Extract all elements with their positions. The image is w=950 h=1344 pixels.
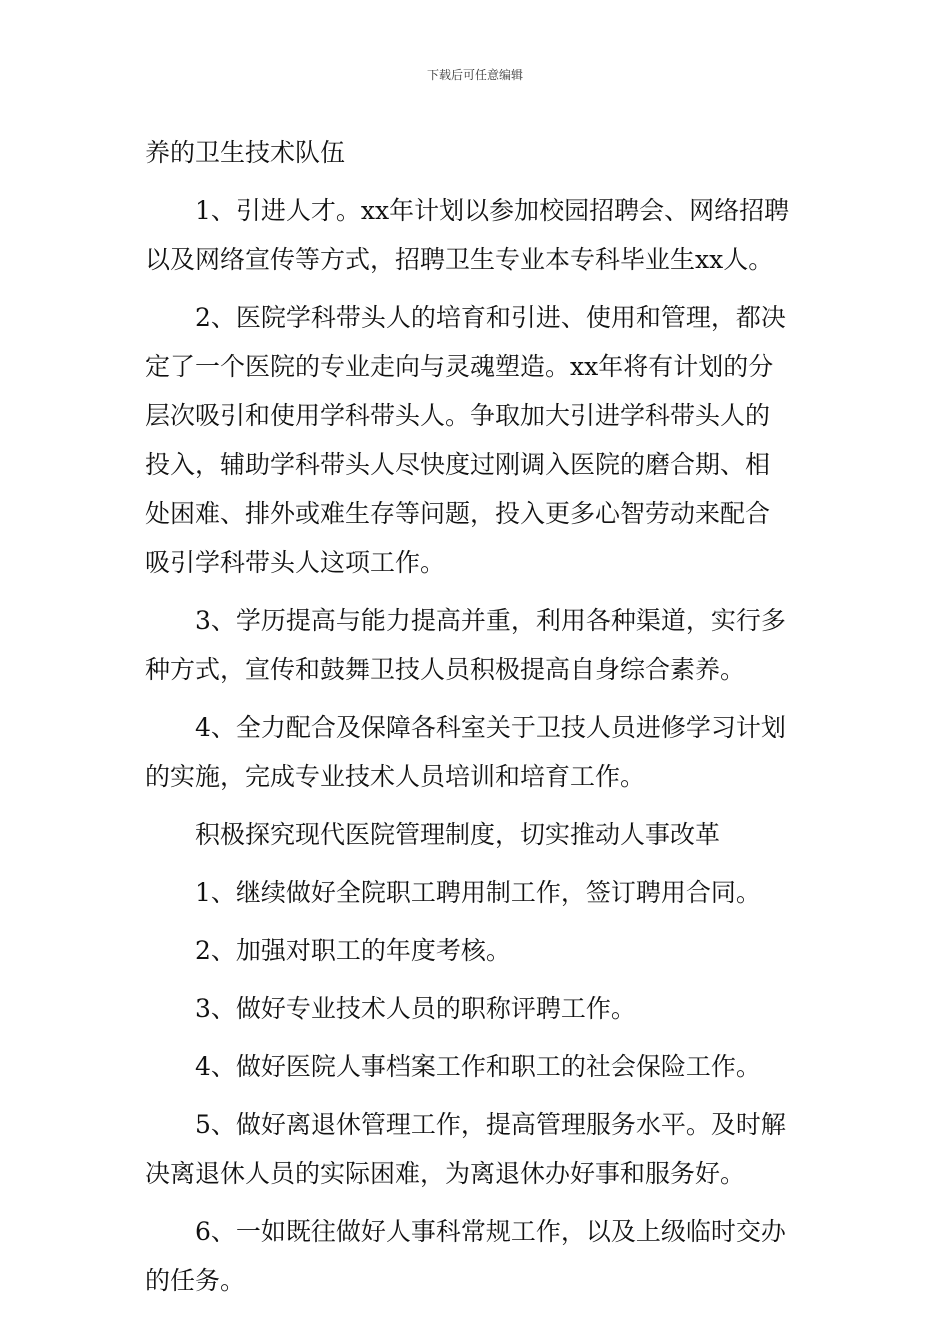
text-line: 以及网络宣传等方式，招聘卫生专业本专科毕业生xx人。: [145, 245, 774, 274]
text-line: 处困难、排外或难生存等问题，投入更多心智劳动来配合: [145, 499, 771, 528]
text-line: 吸引学科带头人这项工作。: [145, 548, 446, 577]
document-body: [145, 128, 810, 1305]
paragraph-first-line: 4、全力配合及保障各科室关于卫技人员进修学习计划: [195, 713, 786, 742]
paragraph-first-line: 3、学历提高与能力提高并重，利用各种渠道，实行多: [195, 606, 786, 635]
page-header: 下载后可任意编辑: [426, 68, 523, 82]
text-line: 养的卫生技术队伍: [145, 138, 346, 167]
text-line: 种方式，宣传和鼓舞卫技人员积极提高自身综合素养。: [145, 655, 746, 684]
text-line: 投入，辅助学科带头人尽快度过刚调入医院的磨合期、相: [145, 450, 771, 479]
list-item: 1、继续做好全院职工聘用制工作，签订聘用合同。: [195, 878, 761, 907]
text-line: 决离退休人员的实际困难，为离退休办好事和服务好。: [145, 1159, 746, 1188]
section-heading: 积极探究现代医院管理制度，切实推动人事改革: [195, 820, 721, 849]
paragraph-first-line: 6、一如既往做好人事科常规工作，以及上级临时交办: [195, 1217, 786, 1246]
text-line: 层次吸引和使用学科带头人。争取加大引进学科带头人的: [145, 401, 771, 430]
paragraph-first-line: 5、做好离退休管理工作，提高管理服务水平。及时解: [195, 1110, 786, 1139]
text-line: 的任务。: [145, 1266, 246, 1295]
text-line: 定了一个医院的专业走向与灵魂塑造。xx年将有计划的分: [145, 352, 774, 381]
text-line: 的实施，完成专业技术人员培训和培育工作。: [145, 762, 646, 791]
paragraph-first-line: 1、引进人才。xx年计划以参加校园招聘会、网络招聘: [195, 196, 790, 225]
paragraph-first-line: 2、医院学科带头人的培育和引进、使用和管理，都决: [195, 303, 786, 332]
list-item: 2、加强对职工的年度考核。: [195, 936, 511, 965]
list-item: 3、做好专业技术人员的职称评聘工作。: [195, 994, 636, 1023]
list-item: 4、做好医院人事档案工作和职工的社会保险工作。: [195, 1052, 761, 1081]
